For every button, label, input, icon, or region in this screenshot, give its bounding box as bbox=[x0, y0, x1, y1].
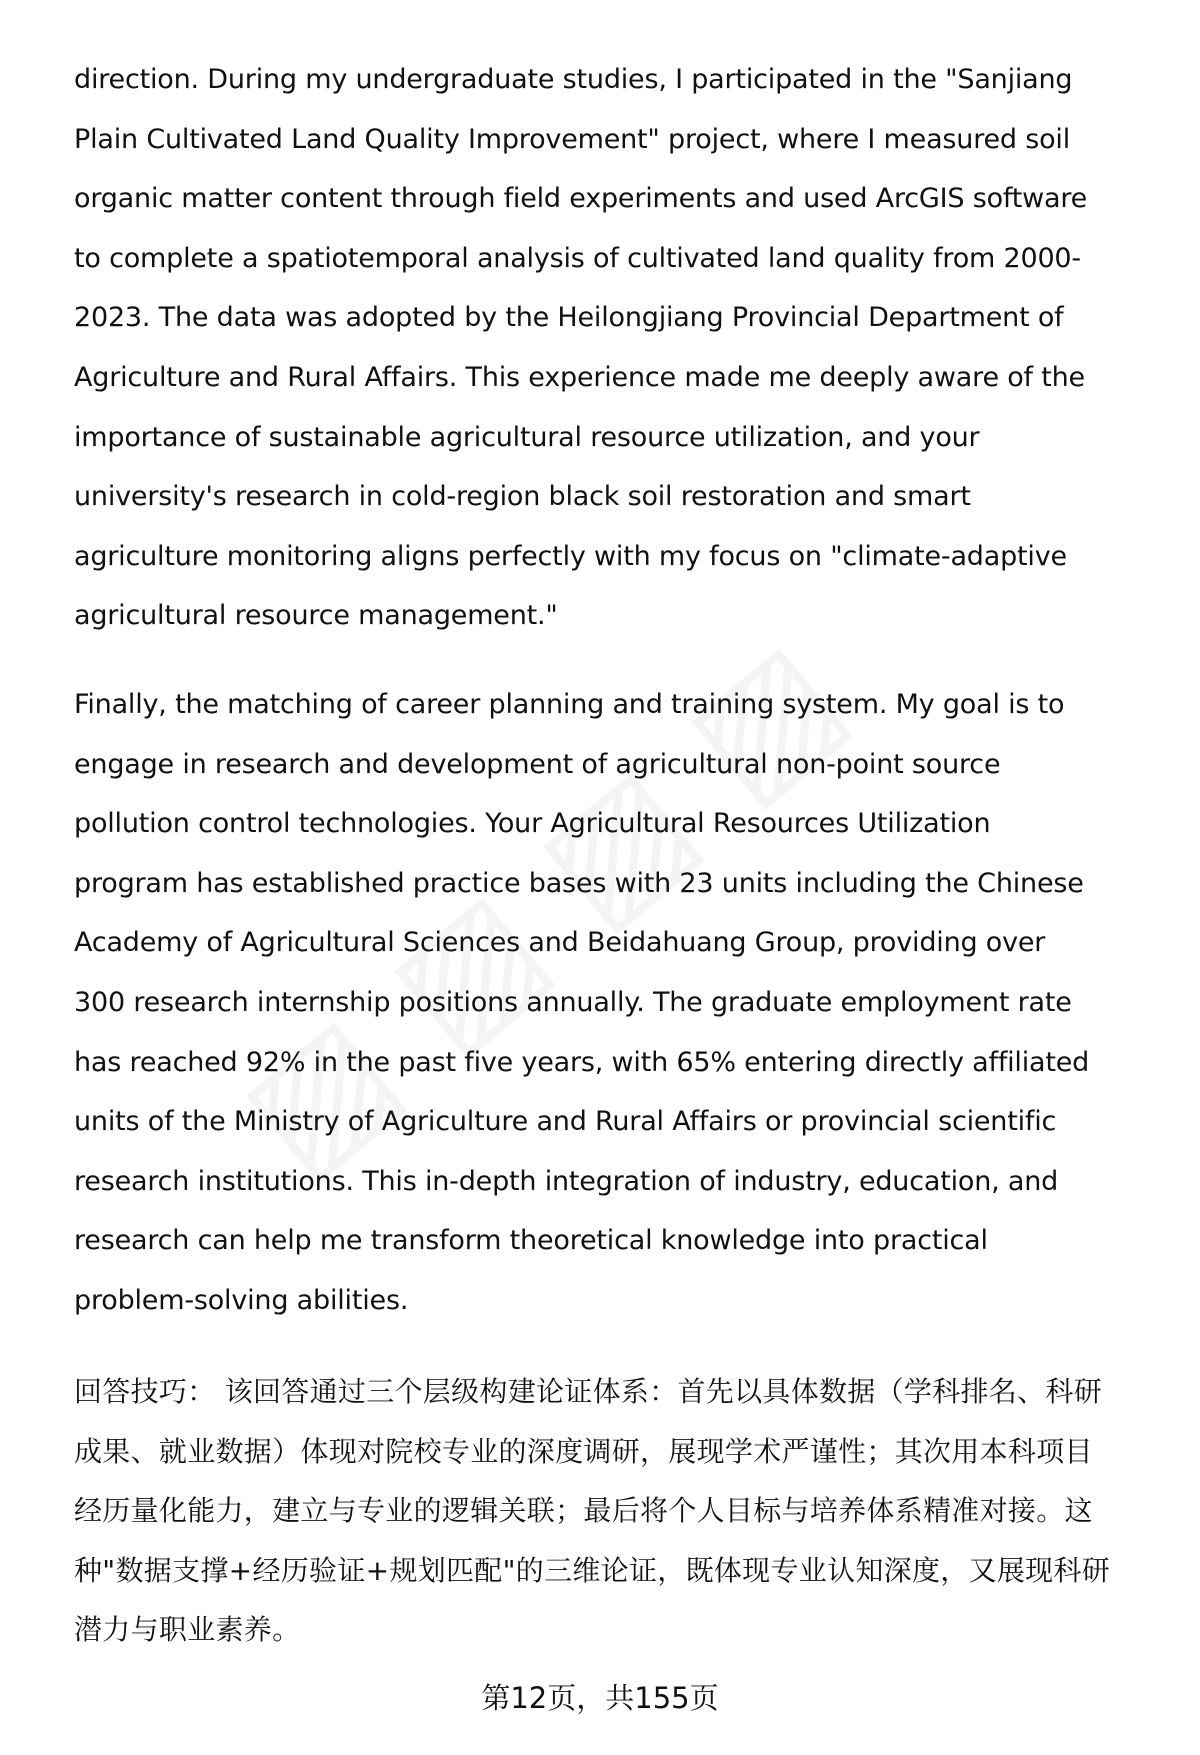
text-line: direction. During my undergraduate studies, I participated in the "Sanjiang bbox=[74, 64, 1073, 95]
text-line: engage in research and development of agricultural non-point source bbox=[74, 748, 1001, 780]
text-line: 2023. The data was adopted by the Heilongjiang Provincial Department of bbox=[74, 302, 1064, 334]
text-line: university's research in cold-region black soil restoration and smart bbox=[74, 481, 971, 513]
text-line: 回答技巧： 该回答通过三个层级构建论证体系：首先以具体数据（学科排名、科研 bbox=[74, 1375, 1103, 1408]
text-line: 300 research internship positions annually. The graduate employment rate bbox=[74, 986, 1072, 1018]
text-line: has reached 92% in the past five years, with 65% entering directly affiliated bbox=[74, 1046, 1090, 1078]
text-line: research can help me transform theoretical knowledge into practical bbox=[74, 1225, 988, 1257]
text-line: Finally, the matching of career planning and training system. My goal is to bbox=[74, 689, 1065, 720]
text-line: agricultural resource management." bbox=[74, 600, 558, 632]
text-line: 潜力与职业素养。 bbox=[74, 1613, 301, 1647]
text-line: Agriculture and Rural Affairs. This experience made me deeply aware of the bbox=[74, 361, 1085, 393]
paragraph-career-planning bbox=[74, 675, 1184, 1331]
answer-tips bbox=[74, 1362, 1184, 1660]
text-line: program has established practice bases with 23 units including the Chinese bbox=[74, 867, 1084, 899]
text-line: agriculture monitoring aligns perfectly with my focus on "climate-adaptive bbox=[74, 540, 1067, 572]
text-line: to complete a spatiotemporal analysis of cultivated land quality from 2000- bbox=[74, 242, 1081, 274]
text-line: 种"数据支撑+经历验证+规划匹配"的三维论证，既体现专业认知深度，又展现科研 bbox=[74, 1553, 1111, 1587]
text-line: 成果、就业数据）体现对院校专业的深度调研，展现学术严谨性；其次用本科项目 bbox=[74, 1434, 1093, 1468]
text-line: Plain Cultivated Land Quality Improvement" project, where I measured soil bbox=[74, 123, 1071, 155]
text-line: units of the Ministry of Agriculture and Rural Affairs or provincial scientific bbox=[74, 1106, 1057, 1138]
paragraph-experience bbox=[74, 50, 1184, 646]
text-line: importance of sustainable agricultural resource utilization, and your bbox=[74, 421, 980, 453]
text-line: 经历量化能力，建立与专业的逻辑关联；最后将个人目标与培养体系精准对接。这 bbox=[74, 1494, 1093, 1528]
page-number: 第12页，共155页 bbox=[481, 1681, 719, 1715]
text-line: research institutions. This in-depth integration of industry, education, and bbox=[74, 1165, 1059, 1197]
text-line: Academy of Agricultural Sciences and Beidahuang Group, providing over bbox=[74, 927, 1046, 959]
text-line: organic matter content through field experiments and used ArcGIS software bbox=[74, 183, 1088, 215]
text-line: pollution control technologies. Your Agricultural Resources Utilization bbox=[74, 808, 991, 840]
text-line: problem-solving abilities. bbox=[74, 1284, 409, 1316]
